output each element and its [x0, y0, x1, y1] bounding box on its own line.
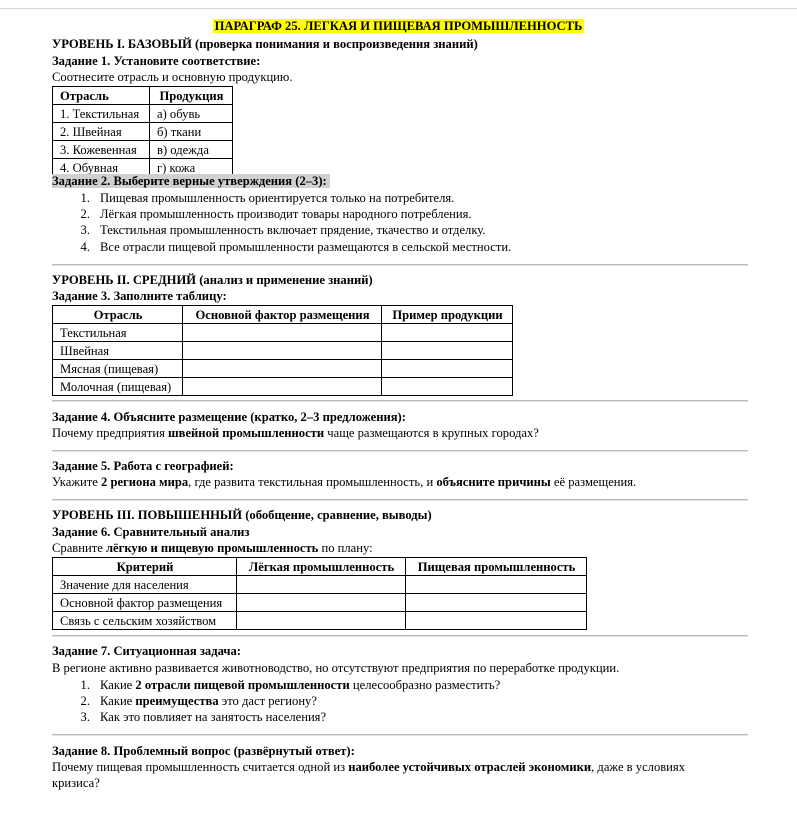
table-cell: 4. Обувная — [53, 159, 150, 177]
task7-heading: Задание 7. Ситуационная задача: — [52, 644, 241, 658]
table-cell: Значение для населения — [53, 576, 237, 594]
answer-cell[interactable] — [382, 342, 513, 360]
task5-question: Укажите 2 региона мира, где развита текстильная промышленность, и объясните причины её размещения. — [52, 475, 637, 489]
document-page: ПАРАГРАФ 25. ЛЕГКАЯ И ПИЩЕВАЯ ПРОМЫШЛЕННОСТЬ УРОВЕНЬ I. БАЗОВЫЙ (проверка понимания и воспроизведения знаний) Задание 1. Установите соответствие: Соотнесите отрасль и основную продукцию. Отрасль Продукция 1. Текстильная а) обувь 2. Швейная б) ткани 3. Кожевенная в) одежда 4. Обувная г) кожа Задание 2. Выберите верные утверждения (2–3): 1. Пищевая промышленность ориентируется только на потребителя. 2. Лёгкая промышленность производит товары народного потребления. 3. Текстильная промышленность включает прядение, ткачество и отделку. 4. Все отрасли пищевой промышленности размещаются в сельской местности. УРОВЕНЬ II. СРЕДНИЙ (анализ и применение знаний) Задание 3. Заполните таблицу: Отрасль Основной фактор размещения Пример продукции Текстильная Швейная Мясная (пищевая) Молочная (пищевая) Задание 4. Объясните размещение (кратко, 2–3 предложения): Почему предприятия швейной промышленности чаще размещаются в крупных городах? Задание 5. Работа с географией: Укажите 2 региона мира, где развита текстильная промышленность, и объясните причины её размещения. УРОВЕНЬ III. ПОВЫШЕННЫЙ (обобщение, сравнение, выводы) Задание 6. Сравнительный анализ Сравните лёгкую и пищевую промышленность по плану: Критерий Лёгкая промышленность Пищевая промышленность Значение для населения Основной фактор размещения Связь с сельским хозяйством Задание 7. Ситуационная задача: В регионе активно развивается животноводство, но отсутствуют предприятия по переработке продукции. 1. Какие 2 отрасли пищевой промышленности целесообразно разместить? 2. Какие преимущества это даст региону? 3. Как это повлияет на занятость населения? Задание 8. Проблемный вопрос (развёрнутый ответ): Почему пищевая промышленность считается одной из наиболее устойчивых отраслей экономики, даже в условиях кризиса? — [0, 0, 797, 827]
task5-heading: Задание 5. Работа с географией: — [52, 459, 234, 473]
task6-instruction: Сравните лёгкую и пищевую промышленность по плану: — [52, 541, 373, 555]
table-cell: Мясная (пищевая) — [53, 360, 183, 378]
table-row — [53, 123, 233, 141]
table-row — [53, 612, 587, 630]
column-header: Пищевая промышленность — [406, 558, 587, 576]
task7-situation: В регионе активно развивается животноводство, но отсутствуют предприятия по переработке продукции. — [52, 661, 620, 675]
column-header: Отрасль — [53, 306, 183, 324]
section-divider — [52, 450, 748, 452]
level3-heading: УРОВЕНЬ III. ПОВЫШЕННЫЙ (обобщение, сравнение, выводы) — [52, 508, 432, 522]
table-row — [53, 105, 233, 123]
page-title: ПАРАГРАФ 25. ЛЕГКАЯ И ПИЩЕВАЯ ПРОМЫШЛЕННОСТЬ — [214, 19, 583, 33]
answer-cell[interactable] — [183, 342, 382, 360]
answer-cell[interactable] — [237, 612, 406, 630]
table-cell: Молочная (пищевая) — [53, 378, 183, 396]
column-header: Пример продукции — [382, 306, 513, 324]
table-row — [53, 378, 513, 396]
level2-heading: УРОВЕНЬ II. СРЕДНИЙ (анализ и применение знаний) — [52, 273, 373, 287]
table-cell: Текстильная — [53, 324, 183, 342]
task1-table — [52, 86, 233, 177]
answer-cell[interactable] — [382, 378, 513, 396]
level1-heading: УРОВЕНЬ I. БАЗОВЫЙ (проверка понимания и воспроизведения знаний) — [52, 37, 478, 51]
table-header-row — [53, 558, 587, 576]
section-divider — [52, 400, 748, 402]
table-cell: а) обувь — [150, 105, 233, 123]
task2-heading: Задание 2. Выберите верные утверждения (2–3): — [52, 173, 330, 189]
page-top-edge — [0, 0, 797, 9]
table-cell: 1. Текстильная — [53, 105, 150, 123]
table-cell: 3. Кожевенная — [53, 141, 150, 159]
column-header: Основной фактор размещения — [183, 306, 382, 324]
table-row — [53, 342, 513, 360]
answer-cell[interactable] — [406, 594, 587, 612]
task8-heading: Задание 8. Проблемный вопрос (развёрнутый ответ): — [52, 744, 355, 758]
column-header: Отрасль — [53, 87, 150, 105]
table-cell: в) одежда — [150, 141, 233, 159]
section-divider — [52, 264, 748, 266]
task3-heading: Задание 3. Заполните таблицу: — [52, 289, 227, 303]
column-header: Продукция — [150, 87, 233, 105]
answer-cell[interactable] — [183, 378, 382, 396]
answer-cell[interactable] — [382, 360, 513, 378]
section-divider — [52, 635, 748, 637]
answer-cell[interactable] — [406, 612, 587, 630]
table-cell: 2. Швейная — [53, 123, 150, 141]
task6-heading: Задание 6. Сравнительный анализ — [52, 525, 250, 539]
table-row — [53, 141, 233, 159]
task1-instruction: Соотнесите отрасль и основную продукцию. — [52, 70, 293, 84]
table-cell: Швейная — [53, 342, 183, 360]
task8-question: Почему пищевая промышленность считается одной из наиболее устойчивых отраслей экономики, даже в условиях — [52, 760, 686, 774]
section-divider — [52, 499, 748, 501]
table-cell: Основной фактор размещения — [53, 594, 237, 612]
answer-cell[interactable] — [183, 360, 382, 378]
column-header: Лёгкая промышленность — [237, 558, 406, 576]
answer-cell[interactable] — [237, 594, 406, 612]
table-header-row — [53, 306, 513, 324]
table-cell: г) кожа — [150, 159, 233, 177]
table-cell: Связь с сельским хозяйством — [53, 612, 237, 630]
task4-question: Почему предприятия швейной промышленности чаще размещаются в крупных городах? — [52, 426, 539, 440]
table-header-row — [53, 87, 233, 105]
answer-cell[interactable] — [183, 324, 382, 342]
table-row — [53, 360, 513, 378]
task6-table — [52, 557, 587, 630]
section-divider — [52, 734, 748, 736]
table-row — [53, 594, 587, 612]
task4-heading: Задание 4. Объясните размещение (кратко, 2–3 предложения): — [52, 410, 406, 424]
task8-question-continued: кризиса? — [52, 776, 100, 790]
table-row — [53, 576, 587, 594]
answer-cell[interactable] — [382, 324, 513, 342]
answer-cell[interactable] — [237, 576, 406, 594]
table-cell: б) ткани — [150, 123, 233, 141]
answer-cell[interactable] — [406, 576, 587, 594]
table-row — [53, 324, 513, 342]
column-header: Критерий — [53, 558, 237, 576]
task3-table — [52, 305, 513, 396]
task1-heading: Задание 1. Установите соответствие: — [52, 54, 261, 68]
